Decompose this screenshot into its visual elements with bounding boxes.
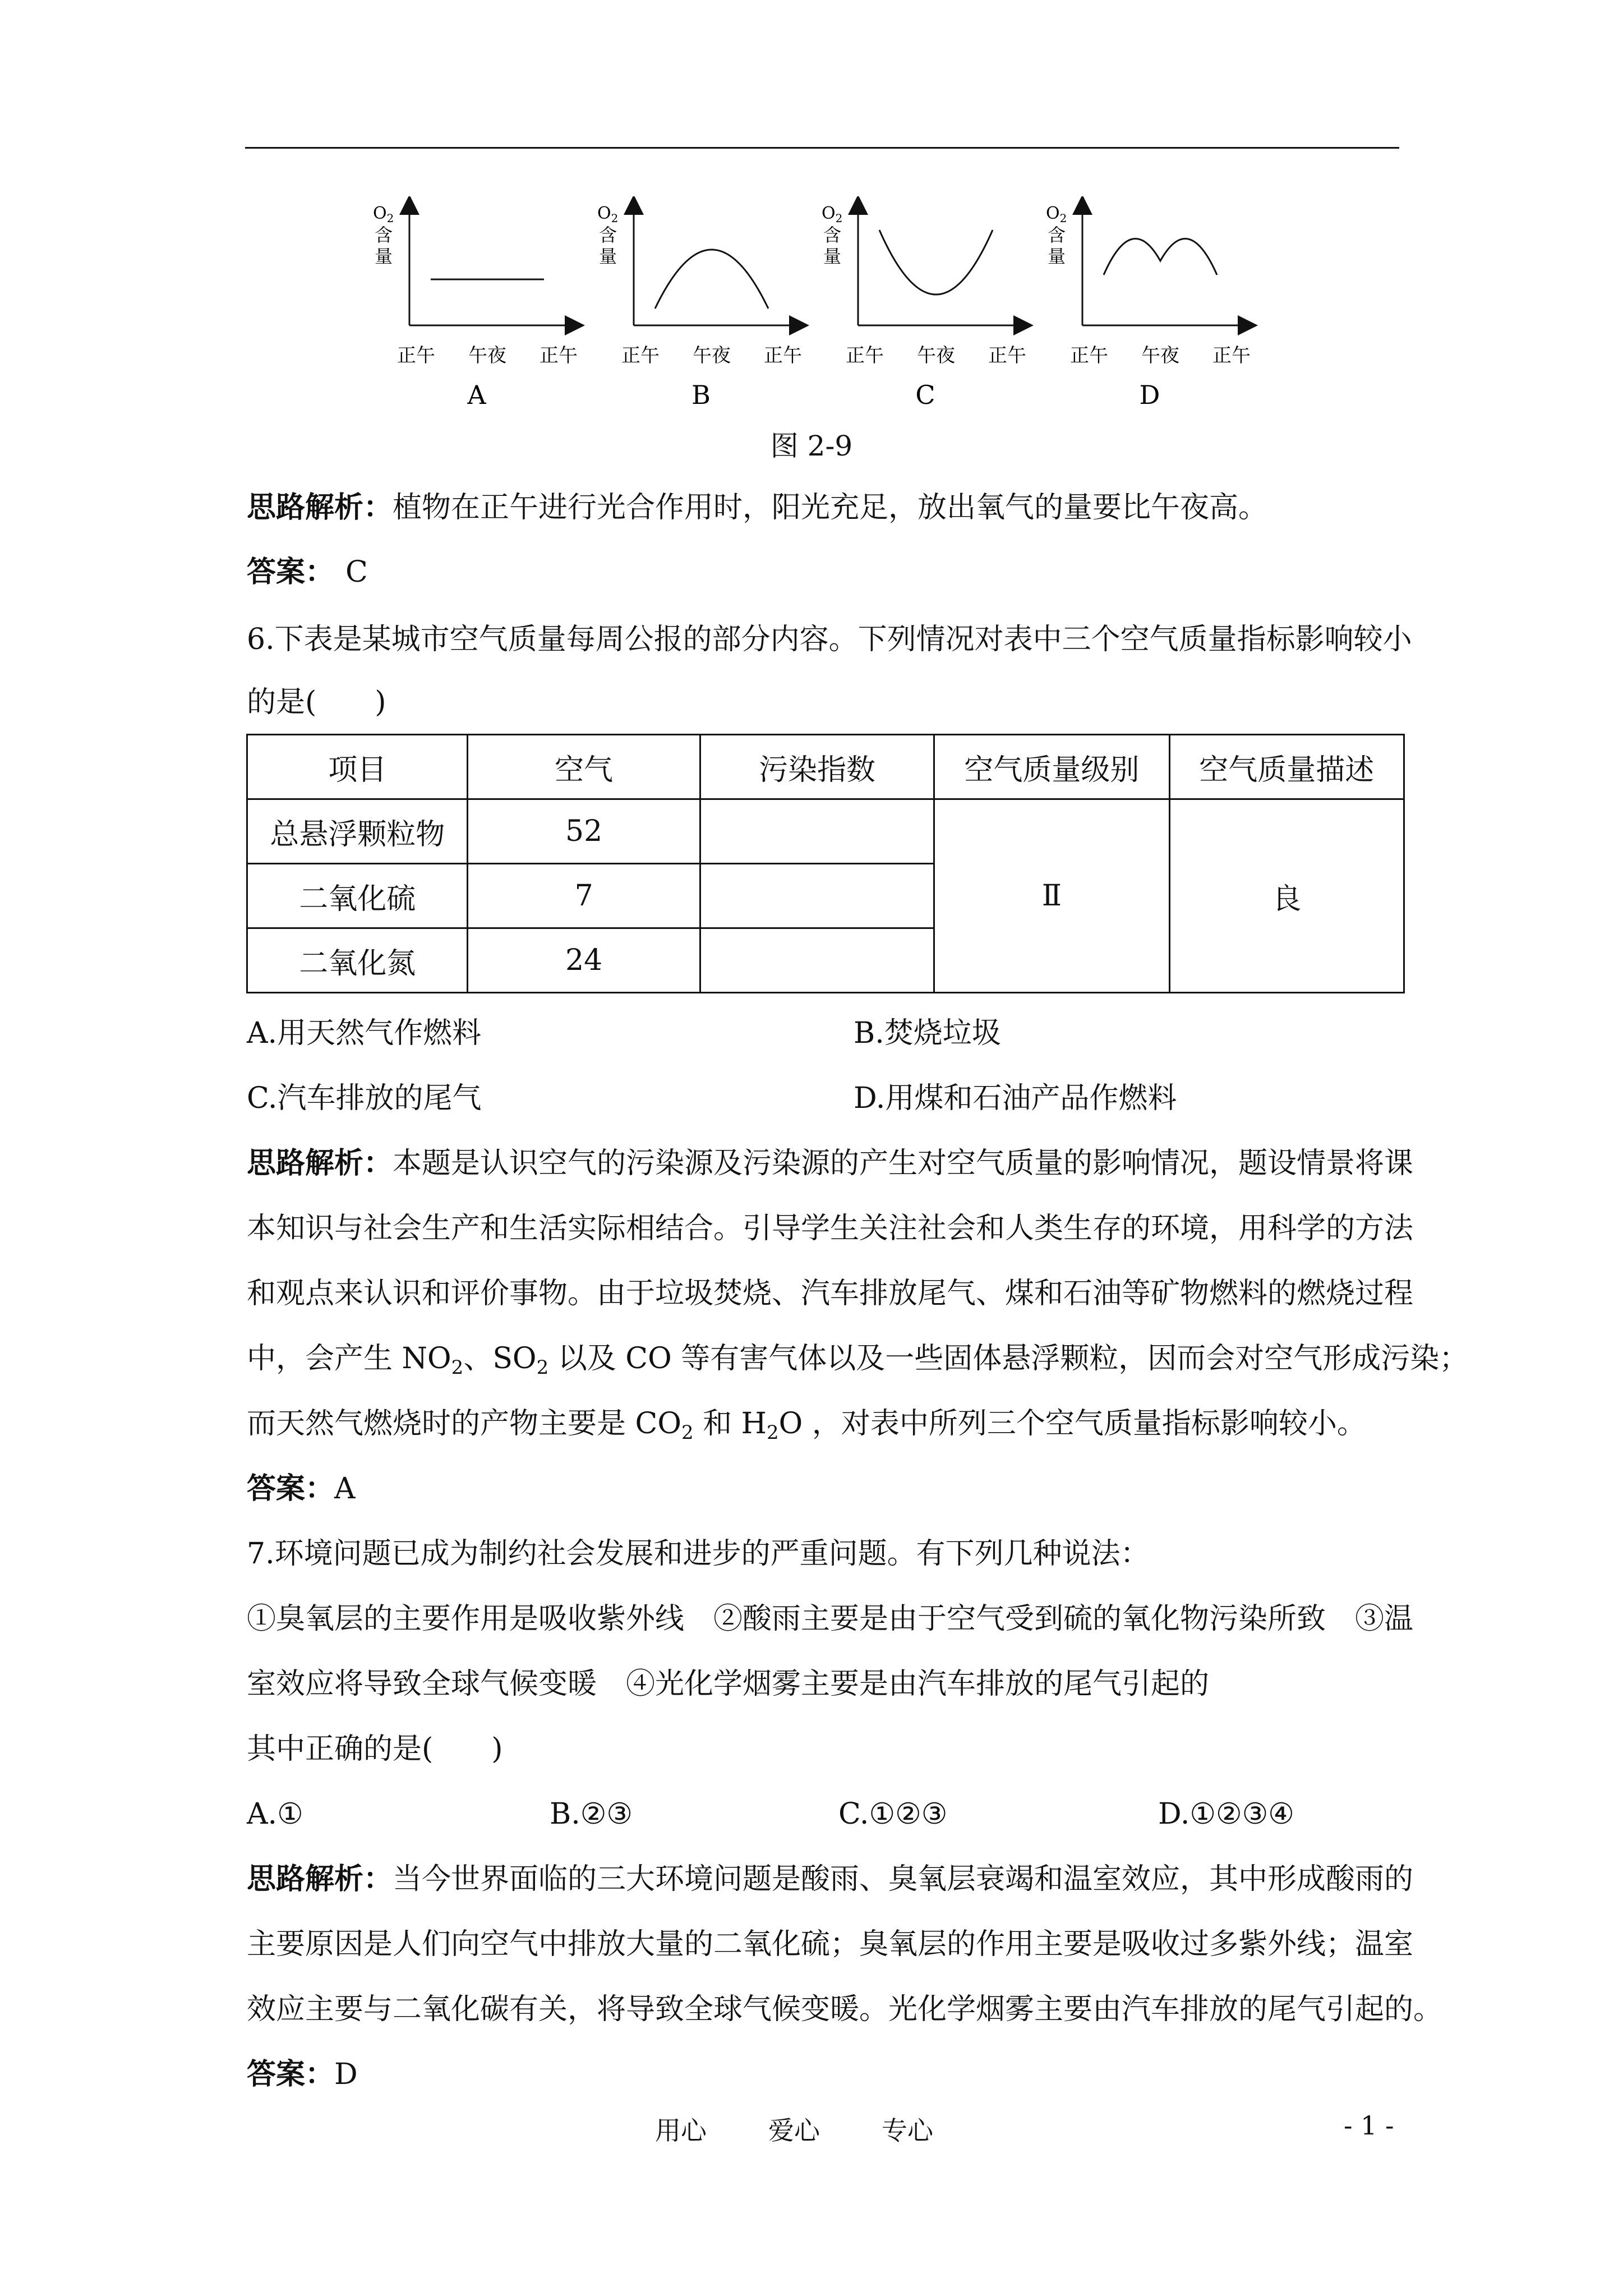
subscript: 2 — [681, 1421, 694, 1444]
figure-panels — [373, 204, 1251, 410]
panel-c — [822, 204, 1026, 410]
y-axis-label: 量 — [1048, 246, 1066, 267]
text-fragment: 和 H — [693, 1407, 767, 1441]
q7-option-c: C.①②③ — [838, 1797, 948, 1831]
y-axis-label: $O_2$ — [822, 204, 843, 225]
q6-answer-label: 答案： — [247, 1471, 335, 1506]
table-cell-value: 24 — [468, 928, 700, 993]
table-cell-item: 总悬浮颗粒物 — [247, 799, 468, 864]
x-tick-label: 午夜 — [1141, 344, 1179, 367]
table-cell-index — [700, 864, 934, 928]
x-tick-label: 午夜 — [917, 344, 955, 367]
panel-letter: B — [691, 380, 711, 410]
q7-analysis-line3: 效应主要与二氧化碳有关，将导致全球气候变暖。光化学烟雾主要由汽车排放的尾气引起的。 — [247, 1993, 1443, 2026]
q6-answer — [247, 1472, 356, 1506]
panel-b — [597, 204, 802, 410]
q5-answer-label: 答案： — [247, 555, 335, 589]
table-cell-value: 52 — [468, 799, 700, 864]
air-quality-table — [246, 734, 1405, 993]
q7-analysis-label: 思路解析： — [247, 1862, 393, 1896]
q5-analysis-label: 思路解析： — [247, 490, 393, 524]
x-tick-label: 正午 — [1212, 344, 1251, 367]
y-axis-label-sub: 2 — [1059, 211, 1067, 225]
panel-letter: A — [467, 380, 486, 410]
table-cell-level: Ⅱ — [934, 799, 1169, 993]
y-axis-label: $O_2$ — [1046, 204, 1067, 225]
x-tick-label: 正午 — [764, 344, 802, 367]
q6-analysis-line3: 和观点来认识和评价事物。由于垃圾焚烧、汽车排放尾气、煤和石油等矿物燃料的燃烧过程 — [247, 1277, 1414, 1310]
q6-analysis-line1 — [247, 1147, 1413, 1180]
table-header: 污染指数 — [700, 735, 934, 799]
x-tick-label: 午夜 — [693, 344, 731, 367]
table-header: 空气 — [468, 735, 700, 799]
q7-analysis-line2: 主要原因是人们向空气中排放大量的二氧化硫；臭氧层的作用主要是吸收过多紫外线；温室 — [247, 1927, 1414, 1961]
table-cell-item: 二氧化氮 — [247, 928, 468, 993]
q5-analysis — [247, 491, 1267, 524]
header-rule — [245, 147, 1399, 149]
y-axis-label-sub: 2 — [611, 211, 619, 225]
q7-answer-label: 答案： — [247, 2057, 335, 2091]
q7-stem-line4: 其中正确的是( ) — [247, 1732, 503, 1766]
table-cell-value: 7 — [468, 864, 700, 928]
q5-answer — [247, 555, 368, 589]
y-axis-label: $O_2$ — [373, 204, 394, 225]
subscript: 2 — [451, 1356, 464, 1379]
table-header: 项目 — [247, 735, 468, 799]
q6-option-c: C.汽车排放的尾气 — [247, 1082, 482, 1115]
footer-page-number: - 1 - — [1344, 2110, 1394, 2141]
table-header: 空气质量级别 — [934, 735, 1169, 799]
y-axis-label: 含 — [599, 224, 617, 246]
q5-answer-value: C — [345, 555, 368, 589]
q7-answer — [247, 2058, 358, 2091]
o2-curve — [655, 250, 768, 309]
text-fragment: O ，对表中所列三个空气质量指标影响较小。 — [778, 1407, 1366, 1441]
q6-stem-line2: 的是( ) — [247, 685, 386, 719]
o2-curve — [879, 230, 993, 295]
footer-word-1: 用心 — [655, 2115, 707, 2146]
x-tick-label: 正午 — [1070, 344, 1108, 367]
panel-a — [373, 204, 578, 410]
q7-analysis-line1 — [247, 1862, 1413, 1896]
q7-option-b: B.②③ — [550, 1797, 633, 1831]
x-tick-label: 正午 — [540, 344, 578, 367]
x-tick-label: 正午 — [846, 344, 884, 367]
y-axis-label: $O_2$ — [597, 204, 619, 225]
x-tick-label: 正午 — [621, 344, 660, 367]
o2-curve — [1104, 238, 1217, 275]
q6-analysis-text: 本题是认识空气的污染源及污染源的产生对空气质量的影响情况，题设情景将课 — [393, 1147, 1414, 1180]
x-tick-label: 正午 — [397, 344, 435, 367]
table-header: 空气质量描述 — [1169, 735, 1404, 799]
q5-analysis-text: 植物在正午进行光合作用时，阳光充足，放出氧气的量要比午夜高。 — [393, 491, 1268, 524]
text-fragment: 而天然气燃烧时的产物主要是 CO — [247, 1407, 681, 1441]
y-axis-label: 含 — [1048, 224, 1066, 246]
y-axis-label-sub: 2 — [386, 211, 394, 225]
table-header-row — [247, 735, 1404, 799]
y-axis-label-sub: 2 — [835, 211, 843, 225]
panel-letter: D — [1139, 380, 1160, 410]
y-axis-label: 含 — [823, 224, 842, 246]
text-fragment: 以及 CO 等有害气体以及一些固体悬浮颗粒，因而会对空气形成污染； — [548, 1342, 1469, 1375]
panel-d — [1046, 204, 1251, 410]
figure-caption: 图 2-9 — [770, 430, 853, 462]
table-cell-index — [700, 928, 934, 993]
q6-option-d: D.用煤和石油产品作燃料 — [854, 1082, 1177, 1115]
table-cell-item: 二氧化硫 — [247, 864, 468, 928]
footer-word-3: 专心 — [882, 2115, 933, 2146]
q7-answer-value: D — [334, 2058, 358, 2091]
q7-analysis-text: 当今世界面临的三大环境问题是酸雨、臭氧层衰竭和温室效应，其中形成酸雨的 — [393, 1862, 1414, 1896]
q6-analysis-label: 思路解析： — [247, 1146, 393, 1180]
y-axis-label: 量 — [599, 246, 617, 267]
q7-stem-line3: 室效应将导致全球气候变暖 ④光化学烟雾主要是由汽车排放的尾气引起的 — [247, 1667, 1210, 1701]
q7-option-a: A.① — [247, 1797, 303, 1831]
text-fragment: 中，会产生 NO — [247, 1342, 451, 1375]
footer-word-2: 爱心 — [768, 2115, 820, 2146]
q7-stem-line2: ①臭氧层的主要作用是吸收紫外线 ②酸雨主要是由于空气受到硫的氧化物污染所致 ③温 — [247, 1602, 1414, 1636]
text-fragment: 、SO — [463, 1342, 537, 1375]
x-tick-label: 正午 — [988, 344, 1026, 367]
q6-analysis-line2: 本知识与社会生产和生活实际相结合。引导学生关注社会和人类生存的环境，用科学的方法 — [247, 1212, 1414, 1245]
y-axis-label: 量 — [823, 246, 842, 267]
q6-option-b: B.焚烧垃圾 — [854, 1016, 1001, 1050]
y-axis-label: 含 — [375, 224, 393, 246]
q6-analysis-line5 — [247, 1407, 1366, 1450]
q7-option-d: D.①②③④ — [1158, 1797, 1294, 1831]
panel-letter: C — [915, 380, 935, 410]
q6-analysis-line4 — [247, 1342, 1468, 1384]
table-cell-index — [700, 799, 934, 864]
x-tick-label: 午夜 — [468, 344, 506, 367]
table-cell-description: 良 — [1169, 799, 1404, 993]
q7-stem-line1: 7.环境问题已成为制约社会发展和进步的严重问题。有下列几种说法： — [247, 1537, 1150, 1571]
q6-answer-value: A — [334, 1472, 356, 1506]
subscript: 2 — [767, 1421, 779, 1444]
q6-stem-line1: 6.下表是某城市空气质量每周公报的部分内容。下列情况对表中三个空气质量指标影响较小 — [247, 623, 1412, 656]
y-axis-label: 量 — [375, 246, 393, 267]
q6-option-a: A.用天然气作燃料 — [247, 1016, 482, 1050]
subscript: 2 — [536, 1356, 549, 1379]
table-row — [247, 799, 1404, 864]
